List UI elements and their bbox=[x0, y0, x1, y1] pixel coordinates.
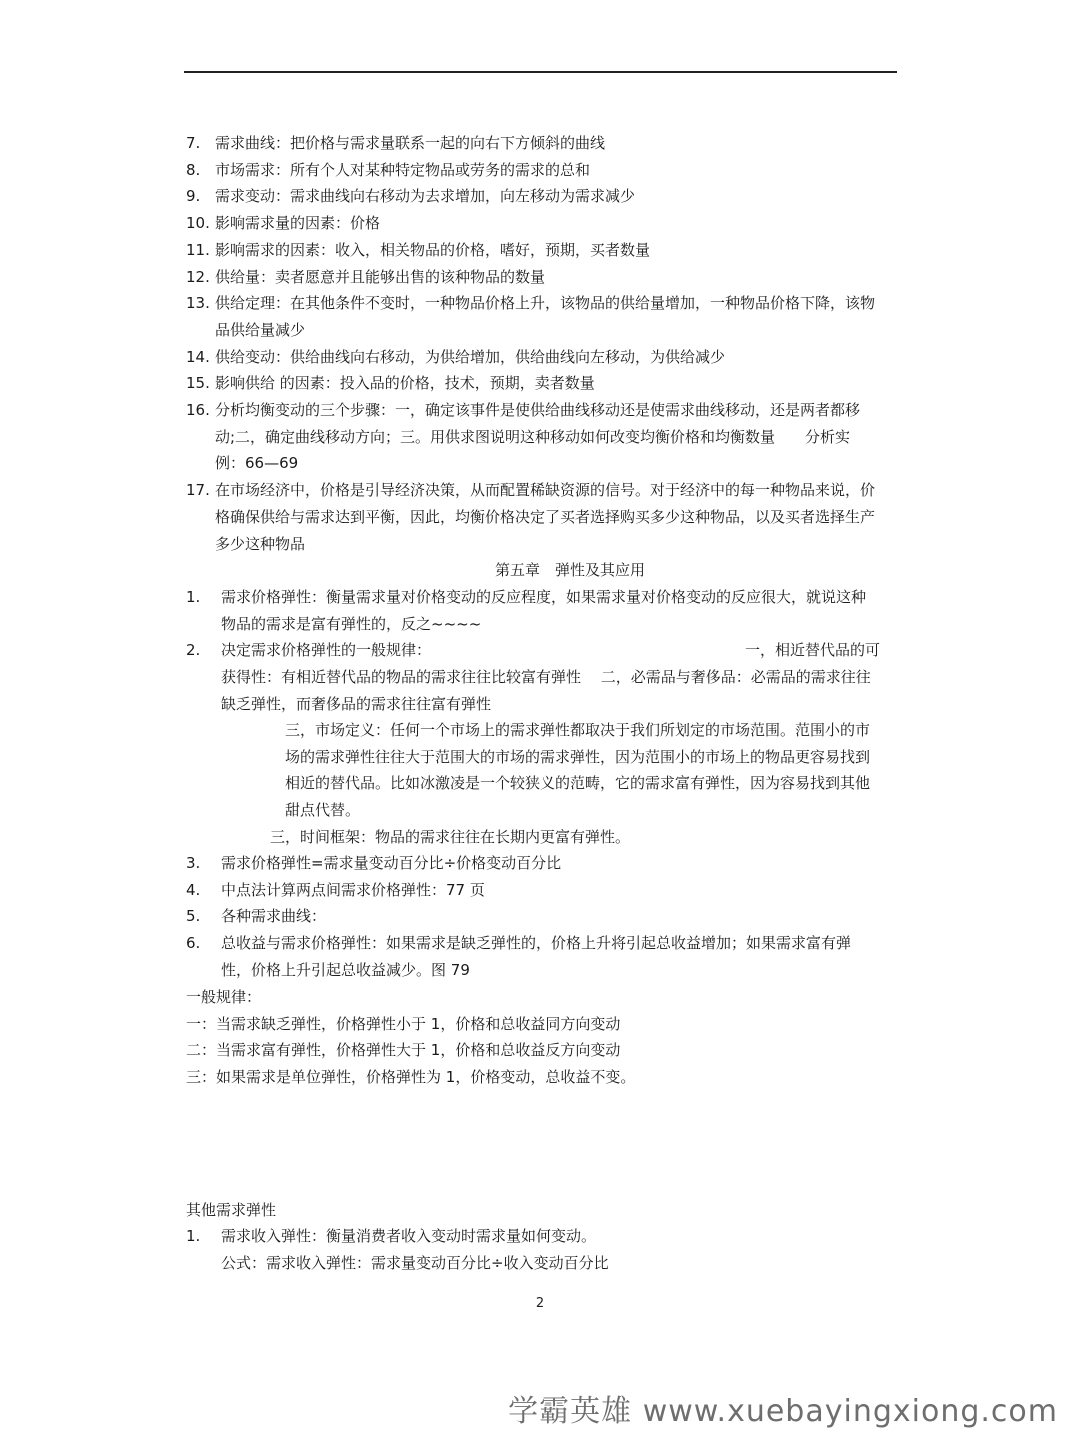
list-item-text: 需求价格弹性=需求量变动百分比÷价格变动百分比 bbox=[221, 854, 562, 872]
list-item-text: 公式：需求收入弹性：需求量变动百分比÷收入变动百分比 bbox=[221, 1253, 609, 1272]
list-item-number: 8. bbox=[186, 160, 201, 179]
list-item-text: 物品的需求是富有弹性的，反之~~~~ bbox=[221, 614, 482, 633]
indented-paragraph-line: 相近的替代品。比如冰激凌是一个较狭义的范畴，它的需求富有弹性，因为容易找到其他 bbox=[285, 774, 871, 793]
list-item-text: 市场需求：所有个人对某种特定物品或劳务的需求的总和 bbox=[215, 160, 591, 179]
list-item-text: 供给变动：供给曲线向右移动，为供给增加，供给曲线向左移动，为供给减少 bbox=[215, 347, 726, 366]
indented-paragraph-line: 甜点代替。 bbox=[285, 801, 361, 820]
list-item-text: 多少这种物品 bbox=[215, 534, 306, 553]
list-item-text: 缺乏弹性，而奢侈品的需求往往富有弹性 bbox=[221, 694, 492, 713]
list-item-text: 分析均衡变动的三个步骤：一，确定该事件是使供给曲线移动还是使需求曲线移动，还是两者都移 bbox=[215, 401, 861, 419]
list-item-number: 11. bbox=[186, 240, 210, 259]
list-item-number: 10. bbox=[186, 214, 210, 233]
list-item-number: 6. bbox=[186, 934, 201, 953]
list-item-text: 例：66—69 bbox=[215, 454, 299, 473]
list-item-text: 影响供给 的因素：投入品的价格，技术，预期，卖者数量 bbox=[215, 374, 595, 393]
list-item-text: 品供给量减少 bbox=[215, 320, 306, 339]
page-number: 2 bbox=[535, 1296, 545, 1311]
list-item-number: 1. bbox=[186, 588, 201, 606]
list-item-number: 9. bbox=[186, 187, 201, 206]
list-item-text: 决定需求价格弹性的一般规律： bbox=[221, 641, 432, 660]
list-item-text: 中点法计算两点间需求价格弹性：77 页 bbox=[221, 880, 485, 899]
list-item-text: 总收益与需求价格弹性：如果需求是缺乏弹性的，价格上升将引起总收益增加；如果需求富有弹 bbox=[221, 934, 852, 953]
list-item-text: 供给量：卖者愿意并且能够出售的该种物品的数量 bbox=[215, 267, 546, 286]
list-item-text: 各种需求曲线： bbox=[221, 907, 327, 926]
list-item-text: 需求收入弹性：衡量消费者收入变动时需求量如何变动。 bbox=[221, 1227, 597, 1245]
list-item-text: 性，价格上升引起总收益减少。图 79 bbox=[221, 960, 470, 979]
list-item-text: 动;二，确定曲线移动方向；三。用供求图说明这种移动如何改变均衡价格和均衡数量 分析实 bbox=[215, 427, 851, 446]
list-item-number: 15. bbox=[186, 374, 210, 393]
list-item-text: 获得性：有相近替代品的物品的需求往往比较富有弹性 二，必需品与奢侈品：必需品的需求往往 bbox=[221, 668, 871, 687]
list-item-text: 需求价格弹性：衡量需求量对价格变动的反应程度，如果需求量对价格变动的反应很大，就说这种 bbox=[221, 588, 867, 606]
list-item-text: 需求曲线：把价格与需求量联系一起的向右下方倾斜的曲线 bbox=[215, 134, 606, 152]
watermark: 学霸英雄 www.xuebayingxiong.com bbox=[508, 1394, 1058, 1429]
list-item-text: 供给定理：在其他条件不变时，一种物品价格上升，该物品的供给量增加，一种物品价格下降，该物 bbox=[215, 294, 876, 313]
list-item-number: 16. bbox=[186, 401, 210, 419]
list-item-number: 4. bbox=[186, 880, 201, 899]
chapter-title: 第五章 弹性及其应用 bbox=[495, 561, 646, 579]
list-item-text: 影响需求量的因素：价格 bbox=[215, 214, 381, 233]
list-item-text: 影响需求的因素：收入，相关物品的价格，嗜好，预期，买者数量 bbox=[215, 240, 651, 259]
list-item-number: 2. bbox=[186, 641, 201, 660]
header-rule bbox=[184, 71, 897, 73]
rule-line: 三：如果需求是单位弹性，价格弹性为 1，价格变动，总收益不变。 bbox=[186, 1068, 636, 1087]
indented-paragraph-line: 三，市场定义：任何一个市场上的需求弹性都取决于我们所划定的市场范围。范围小的市 bbox=[285, 721, 871, 739]
list-item-number: 1. bbox=[186, 1227, 201, 1245]
rule-line: 二：当需求富有弹性，价格弹性大于 1，价格和总收益反方向变动 bbox=[186, 1041, 621, 1060]
list-item-number: 3. bbox=[186, 854, 201, 872]
section-title: 其他需求弹性 bbox=[186, 1201, 277, 1219]
list-item-number: 13. bbox=[186, 294, 210, 313]
list-item-text: 需求变动：需求曲线向右移动为去求增加，向左移动为需求减少 bbox=[215, 187, 636, 206]
list-item-number: 12. bbox=[186, 267, 210, 286]
list-item-number: 14. bbox=[186, 347, 210, 366]
list-item-text: 在市场经济中，价格是引导经济决策，从而配置稀缺资源的信号。对于经济中的每一种物品来说，价 bbox=[215, 481, 876, 500]
list-item-text-right: 一，相近替代品的可 bbox=[745, 641, 881, 660]
list-item-number: 17. bbox=[186, 481, 210, 500]
list-item-number: 5. bbox=[186, 907, 201, 926]
indented-paragraph-line: 场的需求弹性往往大于范围大的市场的需求弹性，因为范围小的市场上的物品更容易找到 bbox=[285, 747, 871, 766]
list-item-text: 格确保供给与需求达到平衡，因此，均衡价格决定了买者选择购买多少这种物品，以及买者选择生产 bbox=[215, 507, 876, 526]
indented-paragraph-line: 三，时间框架：物品的需求往往在长期内更富有弹性。 bbox=[270, 828, 631, 846]
rule-line: 一般规律： bbox=[186, 988, 262, 1006]
rule-line: 一：当需求缺乏弹性，价格弹性小于 1，价格和总收益同方向变动 bbox=[186, 1014, 621, 1033]
list-item-number: 7. bbox=[186, 134, 201, 152]
